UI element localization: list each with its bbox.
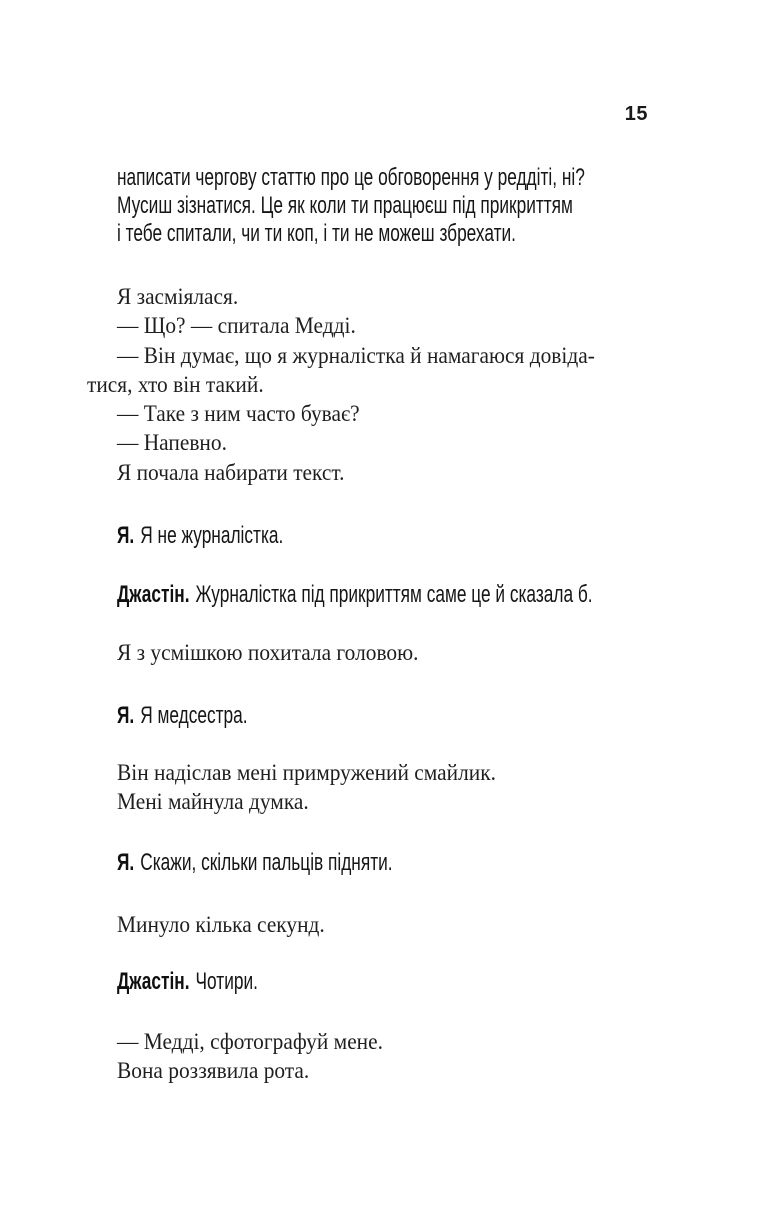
message-block — [87, 702, 650, 730]
text-line: тися, хто він такий. — [87, 371, 264, 397]
message-block — [87, 968, 650, 996]
text-line: — Напевно. — [117, 430, 227, 456]
message-line — [117, 581, 593, 609]
text-line: Минуло кілька секунд. — [117, 912, 325, 937]
speaker-label: Я. — [117, 522, 135, 549]
paragraph-block — [87, 910, 650, 939]
text-line: Мені майнула думка. — [117, 789, 309, 815]
paragraph-block — [87, 758, 650, 817]
speaker-label: Джастін. — [117, 968, 190, 995]
text-line: — Що? — спитала Медді. — [117, 313, 356, 339]
message-block-top — [87, 164, 650, 248]
message-line: і тебе спитали, чи ти коп, і ти не можеш збрехати. — [117, 220, 516, 247]
message-block — [87, 522, 650, 550]
message-block — [87, 581, 650, 609]
message-line — [117, 968, 501, 996]
message-text: Журналістка під прикриттям саме це й сказала б. — [195, 581, 593, 608]
text-line: Я засміялася. — [117, 284, 239, 309]
paragraph-block — [87, 1027, 650, 1086]
message-line: написати чергову статтю про це обговорення у реддіті, ні? — [117, 164, 585, 191]
message-text: Скажи, скільки пальців підняти. — [140, 849, 393, 876]
message-block — [87, 849, 650, 877]
text-line: — Медді, сфотографуй мене. — [117, 1029, 383, 1054]
speaker-label: Я. — [117, 849, 135, 876]
text-line: Я з усмішкою похитала головою. — [117, 640, 419, 665]
page-number: 15 — [624, 103, 648, 125]
paragraph-block — [87, 638, 650, 667]
message-text: Я не журналістка. — [140, 522, 284, 549]
message-line — [117, 522, 501, 550]
message-text: Чотири. — [195, 968, 258, 995]
text-line: — Він думає, що я журналістка й намагаюся довіда- — [117, 342, 595, 368]
speaker-label: Джастін. — [117, 581, 190, 608]
message-text: Я медсестра. — [140, 702, 248, 729]
text-line: — Таке з ним часто буває? — [117, 401, 360, 427]
paragraph-block — [87, 282, 650, 487]
text-line: Він надіслав мені примружений смайлик. — [117, 760, 496, 785]
text-line: Я почала набирати текст. — [117, 459, 345, 485]
message-line: Мусиш зізнатися. Це як коли ти працюєш під прикриттям — [117, 192, 573, 219]
speaker-label: Я. — [117, 702, 135, 729]
message-line — [117, 702, 501, 730]
message-line — [117, 849, 501, 877]
text-line: Вона роззявила рота. — [117, 1058, 310, 1084]
